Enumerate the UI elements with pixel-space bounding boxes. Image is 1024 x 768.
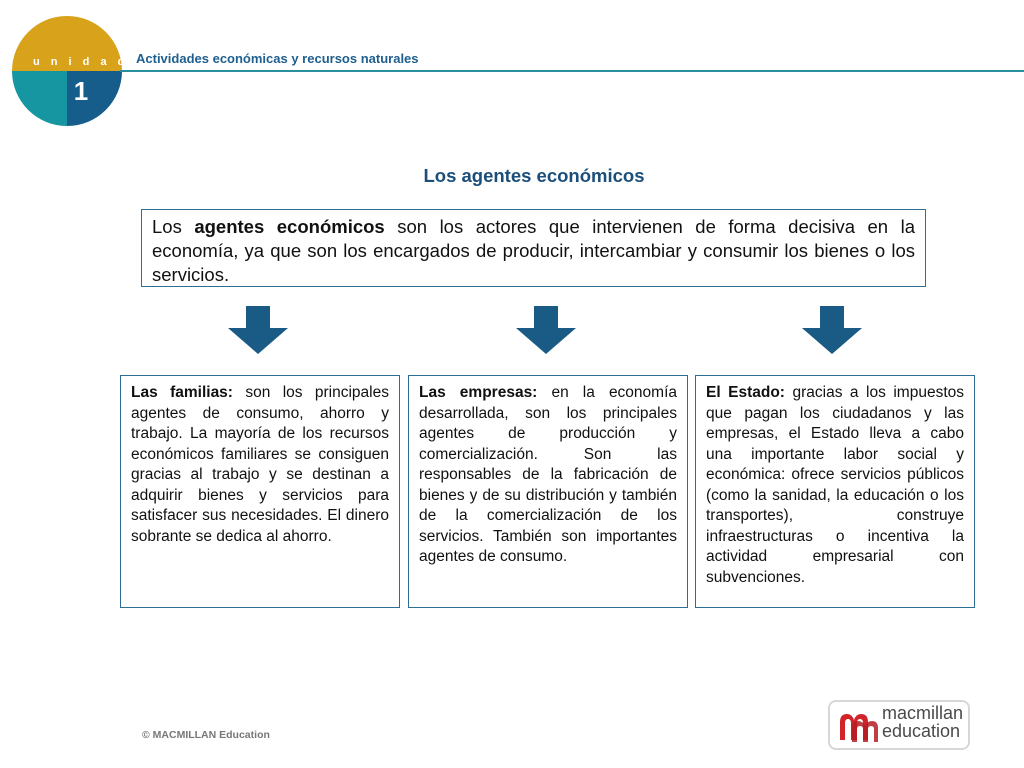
logo-line-2: education <box>882 721 961 741</box>
agent-description: son los principales agentes de consumo, ahorro y trabajo. La mayoría de los recursos económicos familiares se consiguen gracias al trabajo y se destinan a adquirir bienes y servicios para satisfacer sus necesidades. El dinero sobrante se dedica al ahorro. <box>131 384 389 545</box>
agent-box-estado <box>695 375 975 608</box>
macmillan-logo <box>828 700 970 750</box>
page-title: Los agentes económicos <box>423 165 645 186</box>
definition-text: son los actores que intervienen de forma decisiva en la economía, ya que son los encargados de producir, intercambiar y consumir los bienes o los servicios. <box>152 216 915 285</box>
header-divider <box>120 70 1024 72</box>
definition-lead: Los <box>152 216 195 237</box>
unit-number: 1 <box>73 76 89 106</box>
chapter-title: Actividades económicas y recursos naturales <box>136 51 419 66</box>
definition-term: agentes económicos <box>194 216 385 237</box>
logo-line-1: macmillan <box>882 703 964 723</box>
agent-heading: Las empresas: <box>419 384 538 401</box>
agent-heading: Las familias: <box>131 384 233 401</box>
down-arrow-icon <box>800 306 864 354</box>
agent-description: en la economía desarrollada, son los principales agentes de producción y comercialización. Son las responsables de la fabricación de bienes y de su distribución y también de la comercialización de los servicios. También son importantes agentes de consumo. <box>419 384 678 565</box>
copyright-notice: © MACMILLAN Education <box>142 729 270 741</box>
unit-label: u n i d a d <box>33 56 129 68</box>
unit-badge <box>12 16 122 126</box>
macmillan-logo-icon <box>838 708 880 744</box>
agent-box-empresas <box>408 375 688 608</box>
agent-description: gracias a los impuestos que pagan los ciudadanos y las empresas, el Estado lleva a cabo una importante labor social y económica: ofrece servicios públicos (como la sanidad, la educación o los transportes), construye infraestructuras o incentiva la actividad empresarial con subvenciones. <box>706 384 964 586</box>
agent-box-familias <box>120 375 400 608</box>
down-arrow-icon <box>514 306 578 354</box>
agent-heading: El Estado: <box>706 384 785 401</box>
down-arrow-icon <box>226 306 290 354</box>
logo-wordmark <box>882 704 972 740</box>
definition-box <box>141 209 926 287</box>
